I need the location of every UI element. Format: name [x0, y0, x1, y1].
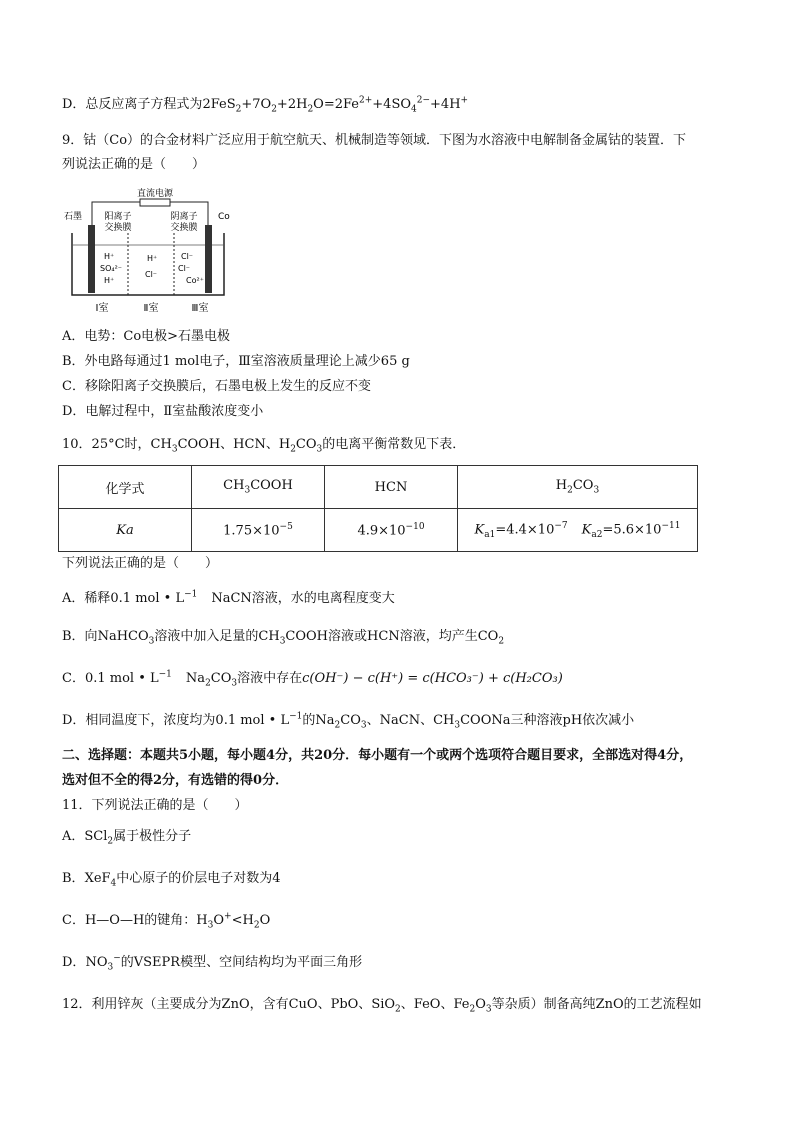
q8-option-d: D．总反应离子方程式为$2FeS_2+7O_2+2H_2O=2Fe^{2+}+4SO_4^{2-}+4H^+$: [62, 95, 469, 115]
q11-option-a: A．SCl$_2$属于极性分子: [62, 829, 192, 847]
cell-ka-ch3cooh: $1.75\times 10^{-5}$: [192, 509, 325, 552]
cation-membrane-label-1: 阳离子: [104, 212, 132, 222]
header-formula: 化学式: [59, 466, 192, 509]
q12-stem: 12．利用锌灰（主要成分为ZnO，含有CuO、PbO、SiO$_2$、FeO、$Fe_2O_3$等杂质）制备高纯ZnO的工艺流程如: [62, 997, 702, 1015]
header-hcn: HCN: [325, 466, 458, 509]
q11-stem: 11．下列说法正确的是（ ）: [62, 798, 248, 813]
graphite-label: 石墨: [64, 212, 83, 222]
power-source-label: 直流电源: [136, 189, 174, 199]
cell-ka-h2co3: $K_{a1}=4.4\times 10^{-7}$ $K_{a2}=5.6\times 10^{-11}$: [458, 509, 698, 552]
ionization-constant-table: [58, 465, 698, 552]
q11-option-d: D．$NO_3^-$的VSEPR模型、空间结构均为平面三角形: [62, 953, 363, 973]
room3-label: Ⅲ室: [191, 303, 209, 314]
q10-option-a: A．稀释0.1 mol • $L^{-1}$ NaCN溶液，水的电离程度变大: [62, 589, 395, 606]
co-electrode: [205, 225, 212, 293]
q9-option-a: A．电势：Co电极>石墨电极: [62, 329, 231, 344]
header-ch3cooh: $CH_3COOH$: [192, 466, 325, 509]
q11-option-c: C．H—O—H的键角：$H_3O^+<H_2O$: [62, 911, 271, 931]
q10-question: 下列说法正确的是（ ）: [62, 556, 219, 571]
q10-option-b: B．向NaHCO$_3$溶液中加入足量的$CH_3COOH$溶液或HCN溶液，均产生$CO_2$: [62, 629, 505, 647]
room3-ion-co: Co²⁺: [186, 276, 204, 285]
room2-label: Ⅱ室: [143, 303, 159, 314]
section2-heading-line2: 选对但不全的得2分，有选错的得0分．: [62, 773, 289, 788]
cell-ka-label: Ka: [59, 509, 192, 552]
q9-option-c: C．移除阳离子交换膜后，石墨电极上发生的反应不变: [62, 379, 371, 394]
q9-stem-line1: 9．钴（Co）的合金材料广泛应用于航空航天、机械制造等领域．下图为水溶液中电解制备金属钴的装置．下: [62, 133, 687, 148]
table-row-ka: [59, 509, 698, 552]
anion-membrane-label-1: 阴离子: [170, 212, 198, 222]
anion-membrane-label-2: 交换膜: [170, 223, 198, 233]
header-h2co3: $H_2CO_3$: [458, 466, 698, 509]
room1-ion-h1: H⁺: [104, 252, 115, 261]
room3-ion-cl2: Cl⁻: [178, 264, 191, 273]
q10-stem: 10．25°C时，$CH_3COOH$、HCN、$H_2CO_3$的电离平衡常数见下表．: [62, 437, 466, 455]
table-header-row: [59, 466, 698, 509]
room2-ion-h: H⁺: [147, 254, 158, 263]
room1-label: Ⅰ室: [95, 303, 109, 314]
q10-option-d: D．相同温度下，浓度均为0.1 mol • $L^{-1}$的$Na_2CO_3$、NaCN、$CH_3COONa$三种溶液pH依次减小: [62, 711, 635, 731]
q9-stem-line2: 列说法正确的是（ ）: [62, 157, 206, 172]
cell-ka-hcn: $4.9\times 10^{-10}$: [325, 509, 458, 552]
room1-ion-h2: H⁺: [104, 276, 115, 285]
room1-ion-so4: SO₄²⁻: [100, 264, 123, 273]
room3-ion-cl1: Cl⁻: [181, 252, 194, 261]
electrolysis-apparatus-diagram: [62, 185, 240, 317]
co-label: Co: [218, 212, 230, 222]
q9-option-b: B．外电路每通过1 mol电子，Ⅲ室溶液质量理论上减少65 g: [62, 354, 410, 369]
room2-ion-cl: Cl⁻: [145, 270, 158, 279]
graphite-electrode: [88, 225, 95, 293]
cation-membrane-label-2: 交换膜: [104, 223, 132, 233]
q11-option-b: B．XeF$_4$中心原子的价层电子对数为4: [62, 871, 281, 889]
power-source-box: [140, 199, 170, 206]
section2-heading-line1: 二、选择题：本题共5小题，每小题4分，共20分．每小题有一个或两个选项符合题目要求，全部选对得4分，: [62, 748, 693, 763]
q10-option-c: C．0.1 mol • $L^{-1}$ $Na_2CO_3$溶液中存在c(OH⁻) − c(H⁺) = c(HCO₃⁻) + c(H₂CO₃): [62, 669, 563, 689]
q9-option-d: D．电解过程中，Ⅱ室盐酸浓度变小: [62, 404, 264, 419]
